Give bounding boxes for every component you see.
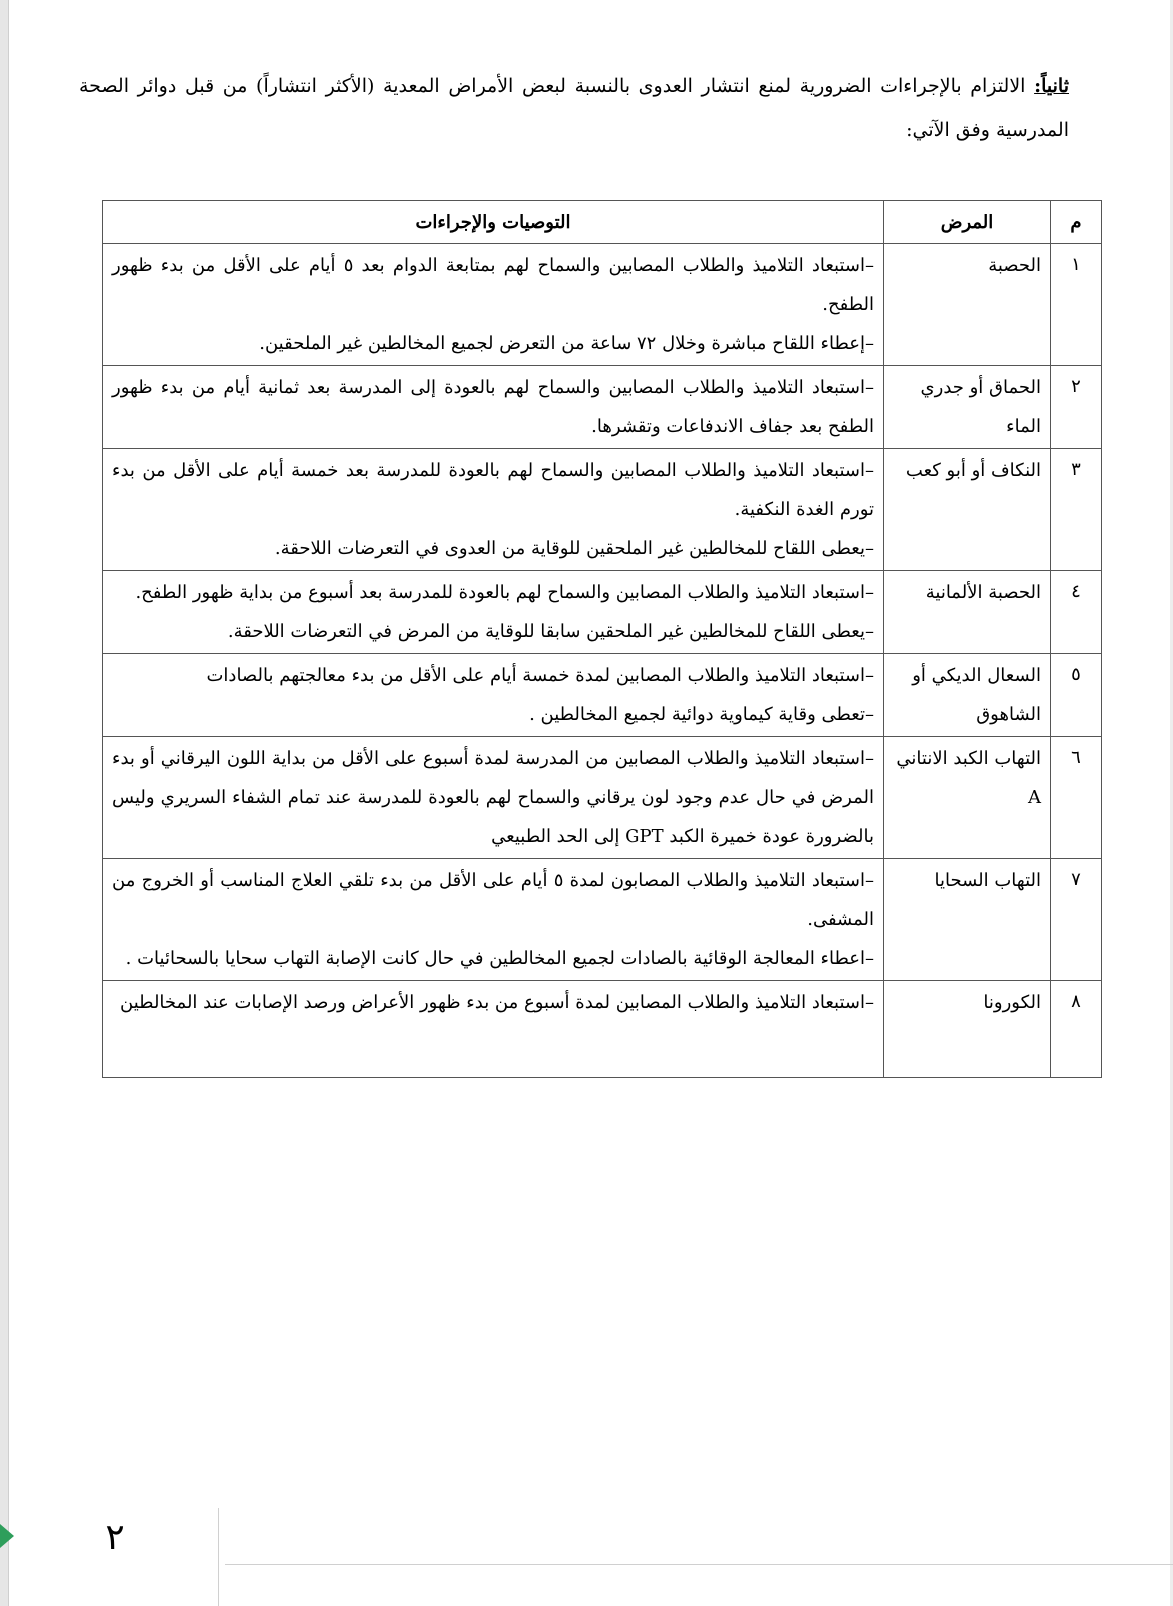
recommendation-item: –استبعاد التلاميذ والطلاب المصابين والسماح لهم بمتابعة الدوام بعد ٥ أيام على الأقل من بدء ظهور الطفح. bbox=[112, 255, 874, 315]
row-number: ٦ bbox=[1051, 737, 1102, 859]
page-edge-left bbox=[0, 0, 9, 1606]
header-disease: المرض bbox=[884, 201, 1051, 244]
recommendation-item: –استبعاد التلاميذ والطلاب المصابين من المدرسة لمدة أسبوع على الأقل من بداية اللون اليرقاني أو بدء المرض في حال عدم وجود لون يرقاني والسماح لهم بالعودة للمدرسة عند تمام الشفاء السريري وليس بالضرورة عودة خميرة الكبد GPT إلى الحد الطبيعي bbox=[112, 748, 874, 847]
row-number: ١ bbox=[1051, 244, 1102, 366]
page-number: ٢ bbox=[105, 1517, 125, 1558]
table-header-row bbox=[103, 201, 1102, 244]
table-row bbox=[103, 981, 1102, 1078]
recommendation-item: –يعطى اللقاح للمخالطين غير الملحقين سابقا للوقاية من المرض في التعرضات اللاحقة. bbox=[227, 621, 874, 642]
recommendation-item: –إعطاء اللقاح مباشرة وخلال ٧٢ ساعة من التعرض لجميع المخالطين غير الملحقين. bbox=[259, 333, 874, 354]
header-recommendations: التوصيات والإجراءات bbox=[103, 201, 884, 244]
table-row bbox=[103, 654, 1102, 737]
row-disease: السعال الديكي أو الشاهوق bbox=[884, 654, 1051, 737]
row-recommendations bbox=[103, 449, 884, 571]
row-disease: الحصبة bbox=[884, 244, 1051, 366]
table-row bbox=[103, 571, 1102, 654]
row-recommendations bbox=[103, 244, 884, 366]
intro-lead: ثانياً: bbox=[1034, 75, 1069, 97]
header-number: م bbox=[1051, 201, 1102, 244]
recommendation-item: –استبعاد التلاميذ والطلاب المصابين والسماح لهم بالعودة للمدرسة بعد أسبوع من بداية ظهور الطفح. bbox=[135, 582, 874, 603]
row-recommendations bbox=[103, 737, 884, 859]
row-disease: التهاب السحايا bbox=[884, 859, 1051, 981]
row-recommendations bbox=[103, 654, 884, 737]
intro-paragraph bbox=[79, 64, 1069, 152]
recommendation-item: –استبعاد التلاميذ والطلاب المصابين والسماح لهم بالعودة للمدرسة بعد خمسة أيام على الأقل من بدء تورم الغدة النكفية. bbox=[112, 460, 874, 520]
row-disease: النكاف أو أبو كعب bbox=[884, 449, 1051, 571]
recommendation-item: –استبعاد التلاميذ والطلاب المصابين لمدة خمسة أيام على الأقل من بدء معالجتهم بالصادات bbox=[206, 665, 874, 686]
footer-arrow-icon bbox=[0, 1524, 14, 1548]
row-number: ٨ bbox=[1051, 981, 1102, 1078]
row-number: ٥ bbox=[1051, 654, 1102, 737]
row-number: ٢ bbox=[1051, 366, 1102, 449]
table-row bbox=[103, 449, 1102, 571]
recommendation-item: –استبعاد التلاميذ والطلاب المصابين لمدة أسبوع من بدء ظهور الأعراض ورصد الإصابات عند المخالطين bbox=[120, 992, 874, 1013]
recommendation-item: –اعطاء المعالجة الوقائية بالصادات لجميع المخالطين في حال كانت الإصابة التهاب سحايا بالسحائيات . bbox=[125, 948, 874, 969]
row-disease: الكورونا bbox=[884, 981, 1051, 1078]
footer-divider-vertical bbox=[218, 1508, 219, 1606]
row-recommendations bbox=[103, 859, 884, 981]
row-number: ٣ bbox=[1051, 449, 1102, 571]
table-row bbox=[103, 366, 1102, 449]
recommendation-item: –استبعاد التلاميذ والطلاب المصابون لمدة ٥ أيام على الأقل من بدء تلقي العلاج المناسب أو الخروج من المشفى. bbox=[112, 870, 874, 930]
table-row bbox=[103, 859, 1102, 981]
recommendation-item: –تعطى وقاية كيماوية دوائية لجميع المخالطين . bbox=[529, 704, 874, 725]
row-recommendations bbox=[103, 981, 884, 1078]
row-disease: الحصبة الألمانية bbox=[884, 571, 1051, 654]
diseases-table bbox=[102, 200, 1102, 1078]
row-number: ٤ bbox=[1051, 571, 1102, 654]
table-row bbox=[103, 244, 1102, 366]
row-recommendations bbox=[103, 571, 884, 654]
row-number: ٧ bbox=[1051, 859, 1102, 981]
table-row bbox=[103, 737, 1102, 859]
intro-text: الالتزام بالإجراءات الضرورية لمنع انتشار العدوى بالنسبة لبعض الأمراض المعدية (الأكثر انتشاراً) من قبل دوائر الصحة المدرسية وفق الآتي: bbox=[79, 75, 1069, 141]
recommendation-item: –يعطى اللقاح للمخالطين غير الملحقين للوقاية من العدوى في التعرضات اللاحقة. bbox=[274, 538, 874, 559]
row-recommendations bbox=[103, 366, 884, 449]
recommendation-item: –استبعاد التلاميذ والطلاب المصابين والسماح لهم بالعودة إلى المدرسة بعد ثمانية أيام من بدء ظهور الطفح بعد جفاف الاندفاعات وتقشرها. bbox=[112, 377, 874, 437]
row-disease: التهاب الكبد الانتاني A bbox=[884, 737, 1051, 859]
footer-divider-horizontal bbox=[225, 1564, 1173, 1565]
row-disease: الحماق أو جدري الماء bbox=[884, 366, 1051, 449]
